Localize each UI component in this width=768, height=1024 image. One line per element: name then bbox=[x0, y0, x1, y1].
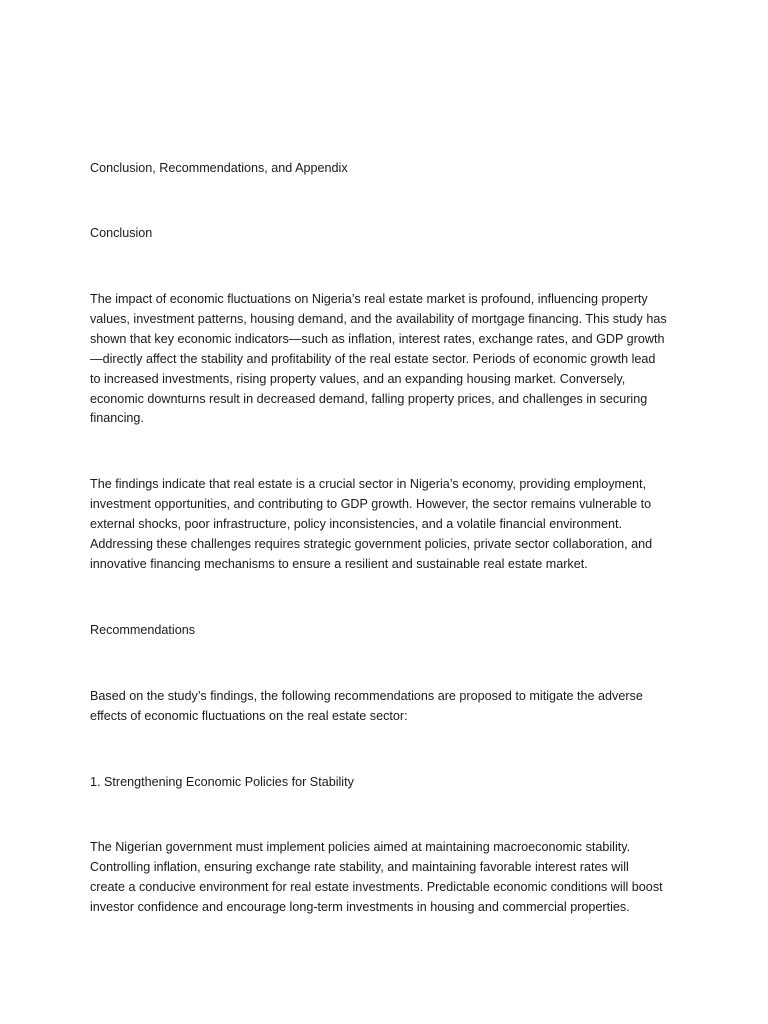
document-title: Conclusion, Recommendations, and Appendix bbox=[90, 161, 348, 175]
conclusion-heading: Conclusion bbox=[90, 226, 153, 240]
conclusion-paragraph-2: The findings indicate that real estate is a crucial sector in Nigeria’s economy, providing employment, investment opportunities, and contributing to GDP growth. However, the sector remains vulnerable to external shocks, poor infrastructure, policy inconsistencies, and a volatile financial environment. Addressing these challenges requires strategic government policies, private sector collaboration, and innovative financing mechanisms to ensure a resilient and sustainable real estate market. bbox=[90, 477, 653, 571]
recommendations-heading: Recommendations bbox=[90, 623, 195, 637]
recommendation-1-body: The Nigerian government must implement policies aimed at maintaining macroeconomic stability. Controlling inflation, ensuring exchange rate stability, and maintaining favorable interest rates will create a conducive environment for real estate investments. Predictable economic conditions will boost investor confidence and encourage long-term investments in housing and commercial properties. bbox=[90, 840, 663, 914]
recommendations-intro: Based on the study’s findings, the following recommendations are proposed to mitigate the adverse effects of economic fluctuations on the real estate sector: bbox=[90, 689, 643, 723]
conclusion-paragraph-1: The impact of economic fluctuations on Nigeria’s real estate market is profound, influencing property values, investment patterns, housing demand, and the availability of mortgage financing. This study has shown that key economic indicators—such as inflation, interest rates, exchange rates, and GDP growth —directly affect the stability and profitability of the real estate sector. Periods of economic growth lead to increased investments, rising property values, and an expanding housing market. Conversely, economic downturns result in decreased demand, falling property prices, and challenges in securing financing. bbox=[90, 292, 667, 426]
recommendation-1-heading: 1. Strengthening Economic Policies for Stability bbox=[90, 775, 354, 789]
